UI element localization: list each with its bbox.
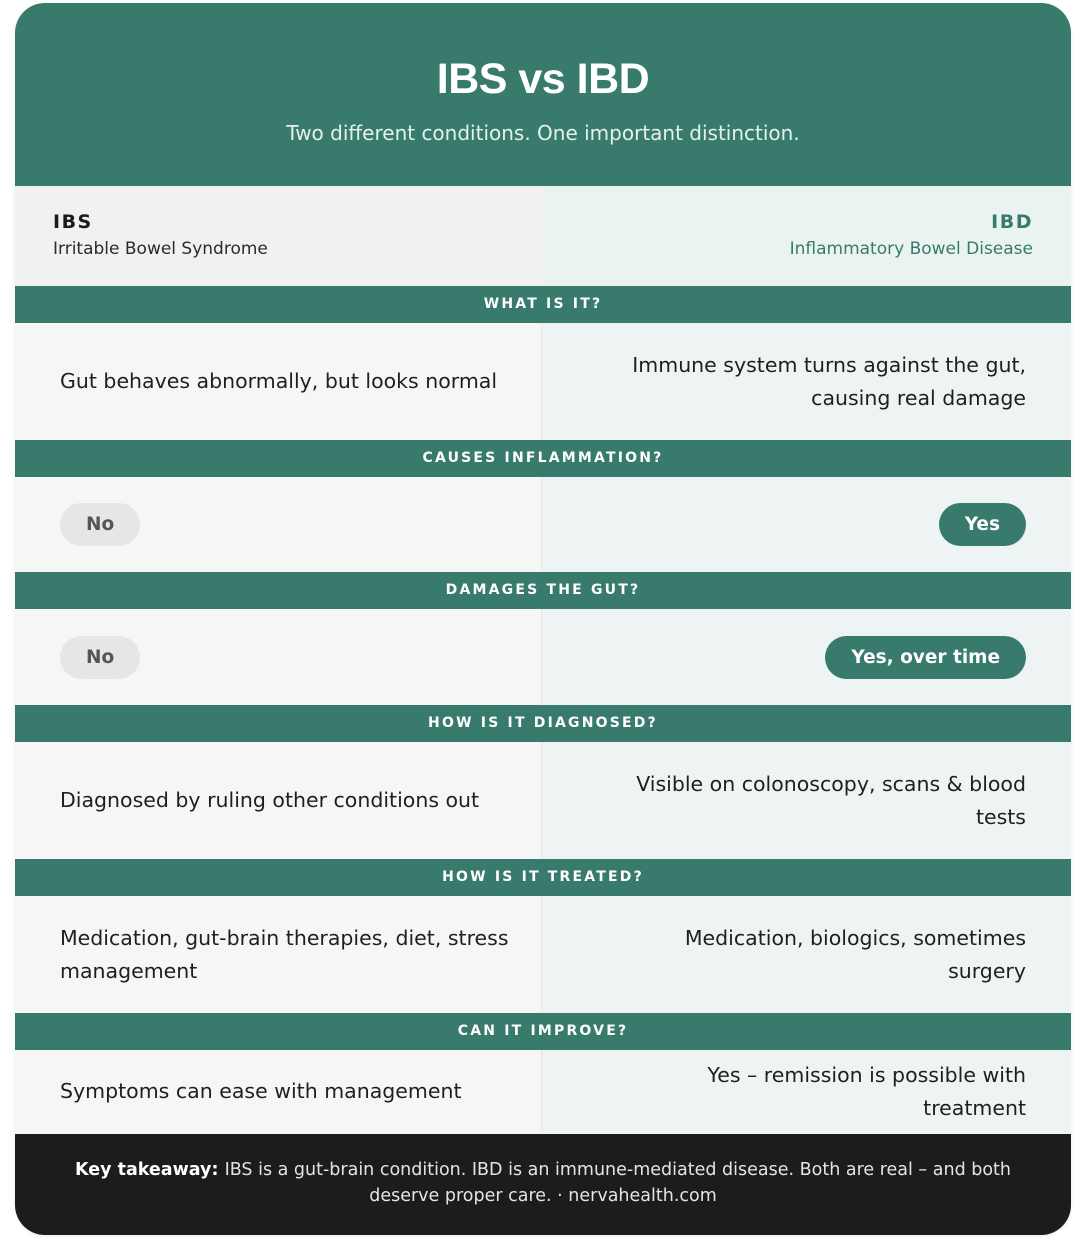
comparison-row-damages-gut	[15, 609, 1071, 705]
section-header-what-is-it: WHAT IS IT?	[15, 286, 1071, 323]
ibd-answer-cell-damage	[543, 609, 1071, 705]
ibs-answer-improve: Symptoms can ease with management	[15, 1050, 543, 1133]
page-subtitle: Two different conditions. One important distinction.	[286, 121, 800, 145]
ibs-answer-treated: Medication, gut-brain therapies, diet, stress management	[15, 896, 543, 1013]
column-abbr-ibd: IBD	[991, 211, 1033, 233]
ibd-yes-badge: Yes	[939, 503, 1026, 546]
section-header-treated: HOW IS IT TREATED?	[15, 859, 1071, 896]
section-header-improve: CAN IT IMPROVE?	[15, 1013, 1071, 1050]
ibd-yes-badge: Yes, over time	[825, 636, 1026, 679]
ibd-answer-improve: Yes – remission is possible with treatment	[543, 1050, 1071, 1133]
ibs-no-badge: No	[60, 636, 140, 679]
comparison-card	[15, 3, 1071, 1235]
takeaway-label: Key takeaway:	[74, 1160, 225, 1180]
column-abbr-ibs: IBS	[53, 211, 93, 233]
ibs-answer-cell-inflammation	[15, 477, 543, 572]
comparison-row-improve	[15, 1050, 1071, 1133]
section-header-diagnosed: HOW IS IT DIAGNOSED?	[15, 705, 1071, 742]
comparison-row-causes-inflammation	[15, 477, 1071, 572]
key-takeaway-footer	[15, 1134, 1071, 1235]
ibs-no-badge: No	[60, 503, 140, 546]
ibd-answer-cell-inflammation	[543, 477, 1071, 572]
section-header-damages-gut: DAMAGES THE GUT?	[15, 572, 1071, 609]
column-full-ibs: Irritable Bowel Syndrome	[53, 239, 268, 259]
column-header-ibd	[543, 186, 1071, 286]
column-headers	[15, 186, 1071, 286]
hero-header	[15, 3, 1071, 186]
section-header-causes-inflammation: CAUSES INFLAMMATION?	[15, 440, 1071, 477]
comparison-row-diagnosed	[15, 742, 1071, 859]
ibs-answer-diagnosed: Diagnosed by ruling other conditions out	[15, 742, 543, 859]
ibd-answer-diagnosed: Visible on colonoscopy, scans & blood tests	[543, 742, 1071, 859]
ibd-answer-what-is-it: Immune system turns against the gut, causing real damage	[543, 323, 1071, 440]
takeaway-text: IBS is a gut-brain condition. IBD is an immune-mediated disease. Both are real – and both deserve proper care. · nervahealth.com	[224, 1160, 1012, 1206]
ibd-answer-treated: Medication, biologics, sometimes surgery	[543, 896, 1071, 1013]
column-header-ibs	[15, 186, 543, 286]
column-full-ibd: Inflammatory Bowel Disease	[789, 239, 1033, 259]
comparison-row-treated	[15, 896, 1071, 1013]
comparison-row-what-is-it	[15, 323, 1071, 440]
ibs-answer-what-is-it: Gut behaves abnormally, but looks normal	[15, 323, 543, 440]
ibs-answer-cell-damage	[15, 609, 543, 705]
page-title: IBS vs IBD	[436, 55, 650, 103]
